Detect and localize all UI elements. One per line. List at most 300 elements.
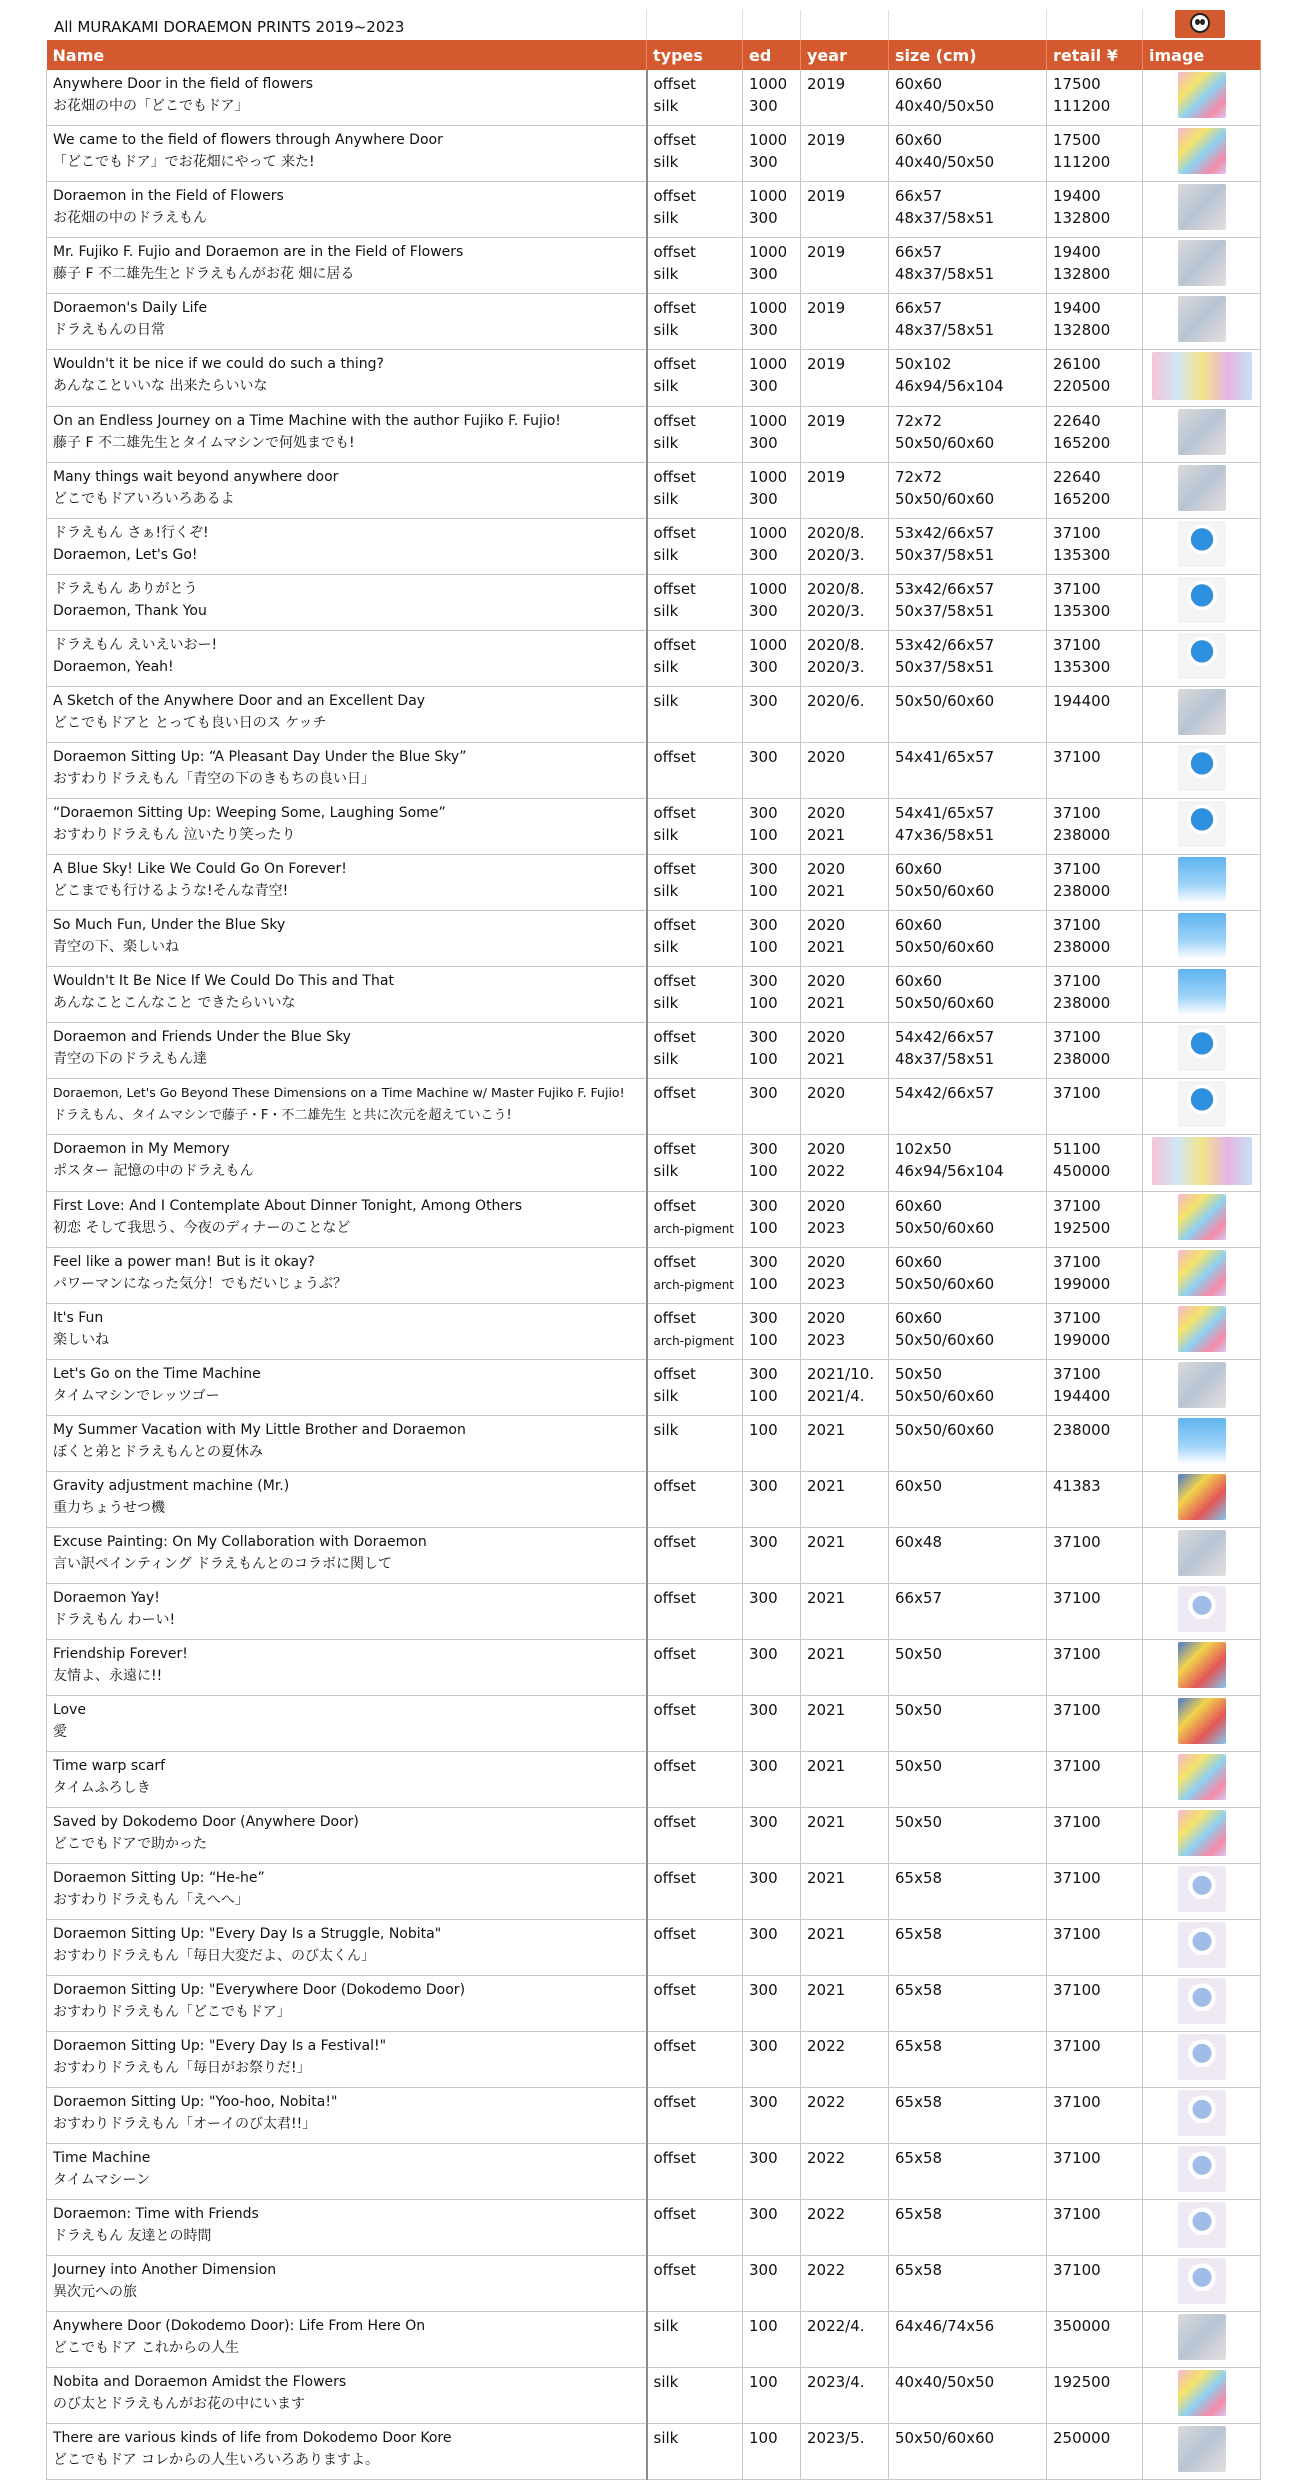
cell-image[interactable]	[1143, 631, 1261, 687]
cell-name[interactable]	[47, 1135, 647, 1192]
cell-name[interactable]	[47, 855, 647, 911]
col-header-size[interactable]: size (cm)	[889, 40, 1047, 70]
cell-year[interactable]	[801, 1360, 889, 1416]
cell-image[interactable]	[1143, 743, 1261, 799]
cell-types[interactable]	[647, 1696, 743, 1752]
cell-year[interactable]	[801, 855, 889, 911]
cell-retail[interactable]	[1047, 407, 1143, 463]
cell-year[interactable]	[801, 238, 889, 294]
cell-types[interactable]	[647, 126, 743, 182]
cell-image[interactable]	[1143, 1808, 1261, 1864]
cell-size[interactable]	[889, 799, 1047, 855]
cell-name[interactable]	[47, 743, 647, 799]
cell-retail[interactable]	[1047, 855, 1143, 911]
table-row[interactable]	[47, 1752, 1261, 1808]
cell-retail[interactable]	[1047, 2256, 1143, 2312]
cell-retail[interactable]	[1047, 1864, 1143, 1920]
cell-retail[interactable]	[1047, 1416, 1143, 1472]
cell-retail[interactable]	[1047, 2144, 1143, 2200]
cell-size[interactable]	[889, 1192, 1047, 1248]
cell-year[interactable]	[801, 407, 889, 463]
table-row[interactable]	[47, 70, 1261, 126]
col-header-ed[interactable]: ed	[743, 40, 801, 70]
table-row[interactable]	[47, 1808, 1261, 1864]
print-thumbnail-image[interactable]	[1178, 577, 1226, 623]
cell-year[interactable]	[801, 2144, 889, 2200]
table-row[interactable]	[47, 294, 1261, 350]
cell-name[interactable]	[47, 1752, 647, 1808]
cell-ed[interactable]	[743, 2088, 801, 2144]
cell-retail[interactable]	[1047, 799, 1143, 855]
cell-ed[interactable]	[743, 1976, 801, 2032]
print-thumbnail-image[interactable]	[1178, 128, 1226, 174]
cell-ed[interactable]	[743, 1864, 801, 1920]
cell-year[interactable]	[801, 70, 889, 126]
cell-retail[interactable]	[1047, 2312, 1143, 2368]
cell-ed[interactable]	[743, 70, 801, 126]
cell-ed[interactable]	[743, 1135, 801, 1192]
cell-image[interactable]	[1143, 1304, 1261, 1360]
cell-size[interactable]	[889, 350, 1047, 407]
cell-retail[interactable]	[1047, 1472, 1143, 1528]
cell-retail[interactable]	[1047, 1248, 1143, 1304]
table-row[interactable]	[47, 1248, 1261, 1304]
cell-name[interactable]	[47, 1584, 647, 1640]
cell-year[interactable]	[801, 687, 889, 743]
cell-types[interactable]	[647, 2424, 743, 2480]
print-thumbnail-image[interactable]	[1178, 1250, 1226, 1296]
cell-year[interactable]	[801, 519, 889, 575]
cell-retail[interactable]	[1047, 1920, 1143, 1976]
cell-size[interactable]	[889, 2368, 1047, 2424]
cell-types[interactable]	[647, 687, 743, 743]
cell-types[interactable]	[647, 463, 743, 519]
cell-retail[interactable]	[1047, 2424, 1143, 2480]
cell-types[interactable]	[647, 294, 743, 350]
cell-types[interactable]	[647, 1640, 743, 1696]
print-thumbnail-image[interactable]	[1178, 465, 1226, 511]
cell-ed[interactable]	[743, 294, 801, 350]
table-row[interactable]	[47, 631, 1261, 687]
cell-ed[interactable]	[743, 1023, 801, 1079]
cell-retail[interactable]	[1047, 350, 1143, 407]
print-thumbnail-image[interactable]	[1178, 2426, 1226, 2472]
cell-size[interactable]	[889, 1696, 1047, 1752]
cell-name[interactable]	[47, 967, 647, 1023]
table-row[interactable]	[47, 2032, 1261, 2088]
cell-types[interactable]	[647, 1528, 743, 1584]
print-thumbnail-image[interactable]	[1178, 1978, 1226, 2024]
cell-retail[interactable]	[1047, 1752, 1143, 1808]
cell-retail[interactable]	[1047, 1079, 1143, 1135]
cell-retail[interactable]	[1047, 1640, 1143, 1696]
cell-image[interactable]	[1143, 1528, 1261, 1584]
print-thumbnail-image[interactable]	[1178, 1642, 1226, 1688]
cell-size[interactable]	[889, 519, 1047, 575]
print-thumbnail-image[interactable]	[1152, 352, 1252, 400]
col-header-year[interactable]: year	[801, 40, 889, 70]
table-row[interactable]	[47, 2200, 1261, 2256]
cell-types[interactable]	[647, 1920, 743, 1976]
cell-year[interactable]	[801, 1808, 889, 1864]
cell-types[interactable]	[647, 2144, 743, 2200]
cell-image[interactable]	[1143, 1192, 1261, 1248]
cell-ed[interactable]	[743, 182, 801, 238]
print-thumbnail-image[interactable]	[1178, 1306, 1226, 1352]
table-row[interactable]	[47, 855, 1261, 911]
print-thumbnail-image[interactable]	[1178, 1754, 1226, 1800]
cell-size[interactable]	[889, 2088, 1047, 2144]
cell-name[interactable]	[47, 1976, 647, 2032]
print-thumbnail-image[interactable]	[1178, 2202, 1226, 2248]
cell-types[interactable]	[647, 1416, 743, 1472]
cell-name[interactable]	[47, 70, 647, 126]
print-thumbnail-image[interactable]	[1178, 1362, 1226, 1408]
cell-types[interactable]	[647, 1304, 743, 1360]
cell-image[interactable]	[1143, 1976, 1261, 2032]
cell-types[interactable]	[647, 1472, 743, 1528]
cell-year[interactable]	[801, 126, 889, 182]
cell-size[interactable]	[889, 1248, 1047, 1304]
cell-year[interactable]	[801, 463, 889, 519]
cell-name[interactable]	[47, 1696, 647, 1752]
cell-name[interactable]	[47, 407, 647, 463]
cell-year[interactable]	[801, 1584, 889, 1640]
cell-name[interactable]	[47, 463, 647, 519]
cell-types[interactable]	[647, 1079, 743, 1135]
cell-image[interactable]	[1143, 2368, 1261, 2424]
table-row[interactable]	[47, 1304, 1261, 1360]
cell-image[interactable]	[1143, 1360, 1261, 1416]
cell-types[interactable]	[647, 1360, 743, 1416]
cell-types[interactable]	[647, 799, 743, 855]
cell-year[interactable]	[801, 575, 889, 631]
table-row[interactable]	[47, 911, 1261, 967]
col-header-image[interactable]: image	[1143, 40, 1261, 70]
cell-types[interactable]	[647, 238, 743, 294]
print-thumbnail-image[interactable]	[1178, 633, 1226, 679]
table-row[interactable]	[47, 575, 1261, 631]
cell-year[interactable]	[801, 1920, 889, 1976]
table-row[interactable]	[47, 350, 1261, 407]
cell-ed[interactable]	[743, 1528, 801, 1584]
cell-year[interactable]	[801, 1528, 889, 1584]
cell-size[interactable]	[889, 1416, 1047, 1472]
cell-ed[interactable]	[743, 1192, 801, 1248]
cell-types[interactable]	[647, 1864, 743, 1920]
cell-types[interactable]	[647, 70, 743, 126]
cell-types[interactable]	[647, 2032, 743, 2088]
table-row[interactable]	[47, 687, 1261, 743]
cell-year[interactable]	[801, 1696, 889, 1752]
print-thumbnail-image[interactable]	[1178, 1810, 1226, 1856]
cell-ed[interactable]	[743, 1640, 801, 1696]
cell-size[interactable]	[889, 1976, 1047, 2032]
table-row[interactable]	[47, 2144, 1261, 2200]
print-thumbnail-image[interactable]	[1178, 296, 1226, 342]
cell-size[interactable]	[889, 1920, 1047, 1976]
cell-retail[interactable]	[1047, 519, 1143, 575]
cell-retail[interactable]	[1047, 2032, 1143, 2088]
cell-types[interactable]	[647, 1752, 743, 1808]
cell-ed[interactable]	[743, 2368, 801, 2424]
cell-retail[interactable]	[1047, 70, 1143, 126]
cell-image[interactable]	[1143, 1079, 1261, 1135]
cell-year[interactable]	[801, 1248, 889, 1304]
print-thumbnail-image[interactable]	[1178, 689, 1226, 735]
cell-image[interactable]	[1143, 2312, 1261, 2368]
print-thumbnail-image[interactable]	[1178, 2258, 1226, 2304]
cell-name[interactable]	[47, 575, 647, 631]
cell-retail[interactable]	[1047, 1304, 1143, 1360]
cell-ed[interactable]	[743, 2256, 801, 2312]
cell-retail[interactable]	[1047, 687, 1143, 743]
cell-name[interactable]	[47, 1023, 647, 1079]
print-thumbnail-image[interactable]	[1178, 1922, 1226, 1968]
cell-name[interactable]	[47, 2088, 647, 2144]
cell-ed[interactable]	[743, 1752, 801, 1808]
cell-types[interactable]	[647, 1584, 743, 1640]
cell-year[interactable]	[801, 350, 889, 407]
cell-size[interactable]	[889, 294, 1047, 350]
cell-image[interactable]	[1143, 1584, 1261, 1640]
cell-year[interactable]	[801, 911, 889, 967]
cell-image[interactable]	[1143, 2032, 1261, 2088]
cell-name[interactable]	[47, 687, 647, 743]
cell-ed[interactable]	[743, 967, 801, 1023]
table-row[interactable]	[47, 799, 1261, 855]
cell-year[interactable]	[801, 799, 889, 855]
cell-name[interactable]	[47, 911, 647, 967]
cell-size[interactable]	[889, 1135, 1047, 1192]
table-row[interactable]	[47, 1192, 1261, 1248]
cell-year[interactable]	[801, 1864, 889, 1920]
table-row[interactable]	[47, 1584, 1261, 1640]
cell-size[interactable]	[889, 126, 1047, 182]
cell-year[interactable]	[801, 1079, 889, 1135]
cell-types[interactable]	[647, 2200, 743, 2256]
cell-types[interactable]	[647, 2368, 743, 2424]
cell-year[interactable]	[801, 1640, 889, 1696]
cell-size[interactable]	[889, 2032, 1047, 2088]
cell-year[interactable]	[801, 1135, 889, 1192]
print-thumbnail-image[interactable]	[1178, 2090, 1226, 2136]
cell-image[interactable]	[1143, 2144, 1261, 2200]
cell-image[interactable]	[1143, 238, 1261, 294]
cell-image[interactable]	[1143, 911, 1261, 967]
cell-year[interactable]	[801, 1304, 889, 1360]
table-row[interactable]	[47, 1696, 1261, 1752]
cell-image[interactable]	[1143, 2256, 1261, 2312]
cell-ed[interactable]	[743, 855, 801, 911]
print-thumbnail-image[interactable]	[1178, 409, 1226, 455]
cell-ed[interactable]	[743, 1584, 801, 1640]
cell-image[interactable]	[1143, 855, 1261, 911]
cell-ed[interactable]	[743, 631, 801, 687]
cell-name[interactable]	[47, 1192, 647, 1248]
cell-image[interactable]	[1143, 519, 1261, 575]
print-thumbnail-image[interactable]	[1178, 2314, 1226, 2360]
cell-retail[interactable]	[1047, 182, 1143, 238]
table-row[interactable]	[47, 1135, 1261, 1192]
cell-retail[interactable]	[1047, 2200, 1143, 2256]
cell-size[interactable]	[889, 1528, 1047, 1584]
cell-name[interactable]	[47, 2032, 647, 2088]
cell-ed[interactable]	[743, 2144, 801, 2200]
cell-name[interactable]	[47, 1079, 647, 1135]
table-row[interactable]	[47, 1079, 1261, 1135]
cell-year[interactable]	[801, 2256, 889, 2312]
table-row[interactable]	[47, 1023, 1261, 1079]
table-row[interactable]	[47, 1360, 1261, 1416]
table-row[interactable]	[47, 463, 1261, 519]
table-row[interactable]	[47, 1976, 1261, 2032]
cell-size[interactable]	[889, 1584, 1047, 1640]
cell-types[interactable]	[647, 1976, 743, 2032]
cell-name[interactable]	[47, 2312, 647, 2368]
cell-ed[interactable]	[743, 1696, 801, 1752]
cell-ed[interactable]	[743, 743, 801, 799]
table-row[interactable]	[47, 182, 1261, 238]
cell-size[interactable]	[889, 2424, 1047, 2480]
cell-name[interactable]	[47, 2200, 647, 2256]
cell-size[interactable]	[889, 967, 1047, 1023]
cell-year[interactable]	[801, 1192, 889, 1248]
print-thumbnail-image[interactable]	[1178, 2034, 1226, 2080]
cell-size[interactable]	[889, 1640, 1047, 1696]
table-row[interactable]	[47, 2256, 1261, 2312]
cell-name[interactable]	[47, 1640, 647, 1696]
cell-types[interactable]	[647, 1192, 743, 1248]
cell-types[interactable]	[647, 407, 743, 463]
print-thumbnail-image[interactable]	[1178, 2370, 1226, 2416]
cell-types[interactable]	[647, 575, 743, 631]
cell-name[interactable]	[47, 1920, 647, 1976]
table-row[interactable]	[47, 1472, 1261, 1528]
cell-name[interactable]	[47, 2256, 647, 2312]
print-thumbnail-image[interactable]	[1178, 240, 1226, 286]
cell-types[interactable]	[647, 182, 743, 238]
cell-size[interactable]	[889, 463, 1047, 519]
cell-image[interactable]	[1143, 126, 1261, 182]
cell-image[interactable]	[1143, 2088, 1261, 2144]
cell-types[interactable]	[647, 519, 743, 575]
cell-types[interactable]	[647, 2088, 743, 2144]
table-row[interactable]	[47, 407, 1261, 463]
cell-name[interactable]	[47, 519, 647, 575]
cell-size[interactable]	[889, 1079, 1047, 1135]
cell-image[interactable]	[1143, 407, 1261, 463]
cell-name[interactable]	[47, 182, 647, 238]
cell-size[interactable]	[889, 238, 1047, 294]
print-thumbnail-image[interactable]	[1178, 1474, 1226, 1520]
cell-size[interactable]	[889, 1808, 1047, 1864]
cell-name[interactable]	[47, 1864, 647, 1920]
cell-types[interactable]	[647, 855, 743, 911]
print-thumbnail-image[interactable]	[1178, 72, 1226, 118]
cell-ed[interactable]	[743, 463, 801, 519]
cell-name[interactable]	[47, 1304, 647, 1360]
cell-name[interactable]	[47, 126, 647, 182]
cell-ed[interactable]	[743, 407, 801, 463]
cell-size[interactable]	[889, 182, 1047, 238]
cell-name[interactable]	[47, 1808, 647, 1864]
cell-image[interactable]	[1143, 463, 1261, 519]
print-thumbnail-image[interactable]	[1178, 1530, 1226, 1576]
cell-name[interactable]	[47, 2424, 647, 2480]
cell-name[interactable]	[47, 2368, 647, 2424]
cell-types[interactable]	[647, 2256, 743, 2312]
cell-year[interactable]	[801, 1472, 889, 1528]
print-thumbnail-image[interactable]	[1178, 521, 1226, 567]
cell-ed[interactable]	[743, 2312, 801, 2368]
cell-retail[interactable]	[1047, 1976, 1143, 2032]
col-header-types[interactable]: types	[647, 40, 743, 70]
cell-ed[interactable]	[743, 1920, 801, 1976]
cell-size[interactable]	[889, 855, 1047, 911]
cell-image[interactable]	[1143, 1416, 1261, 1472]
table-row[interactable]	[47, 1528, 1261, 1584]
cell-retail[interactable]	[1047, 1808, 1143, 1864]
cell-size[interactable]	[889, 1304, 1047, 1360]
cell-size[interactable]	[889, 407, 1047, 463]
cell-name[interactable]	[47, 799, 647, 855]
cell-name[interactable]	[47, 1416, 647, 1472]
cell-ed[interactable]	[743, 1416, 801, 1472]
cell-year[interactable]	[801, 294, 889, 350]
print-thumbnail-image[interactable]	[1178, 1866, 1226, 1912]
cell-retail[interactable]	[1047, 238, 1143, 294]
cell-types[interactable]	[647, 1248, 743, 1304]
cell-name[interactable]	[47, 1528, 647, 1584]
cell-year[interactable]	[801, 2200, 889, 2256]
cell-types[interactable]	[647, 350, 743, 407]
cell-size[interactable]	[889, 2312, 1047, 2368]
table-row[interactable]	[47, 238, 1261, 294]
col-header-retail[interactable]: retail ¥	[1047, 40, 1143, 70]
cell-ed[interactable]	[743, 519, 801, 575]
cell-ed[interactable]	[743, 911, 801, 967]
cell-retail[interactable]	[1047, 1135, 1143, 1192]
cell-year[interactable]	[801, 967, 889, 1023]
cell-retail[interactable]	[1047, 1023, 1143, 1079]
cell-name[interactable]	[47, 238, 647, 294]
cell-year[interactable]	[801, 743, 889, 799]
cell-size[interactable]	[889, 2200, 1047, 2256]
cell-types[interactable]	[647, 967, 743, 1023]
cell-retail[interactable]	[1047, 1696, 1143, 1752]
cell-ed[interactable]	[743, 126, 801, 182]
cell-size[interactable]	[889, 2256, 1047, 2312]
cell-size[interactable]	[889, 1752, 1047, 1808]
cell-ed[interactable]	[743, 238, 801, 294]
print-thumbnail-image[interactable]	[1178, 1081, 1226, 1127]
table-row[interactable]	[47, 2088, 1261, 2144]
table-row[interactable]	[47, 519, 1261, 575]
cell-year[interactable]	[801, 2088, 889, 2144]
cell-year[interactable]	[801, 1416, 889, 1472]
table-row[interactable]	[47, 1416, 1261, 1472]
cell-ed[interactable]	[743, 2200, 801, 2256]
print-thumbnail-image[interactable]	[1178, 745, 1226, 791]
cell-size[interactable]	[889, 743, 1047, 799]
print-thumbnail-image[interactable]	[1178, 969, 1226, 1015]
cell-types[interactable]	[647, 1808, 743, 1864]
cell-ed[interactable]	[743, 575, 801, 631]
cell-size[interactable]	[889, 631, 1047, 687]
cell-size[interactable]	[889, 1472, 1047, 1528]
cell-retail[interactable]	[1047, 631, 1143, 687]
